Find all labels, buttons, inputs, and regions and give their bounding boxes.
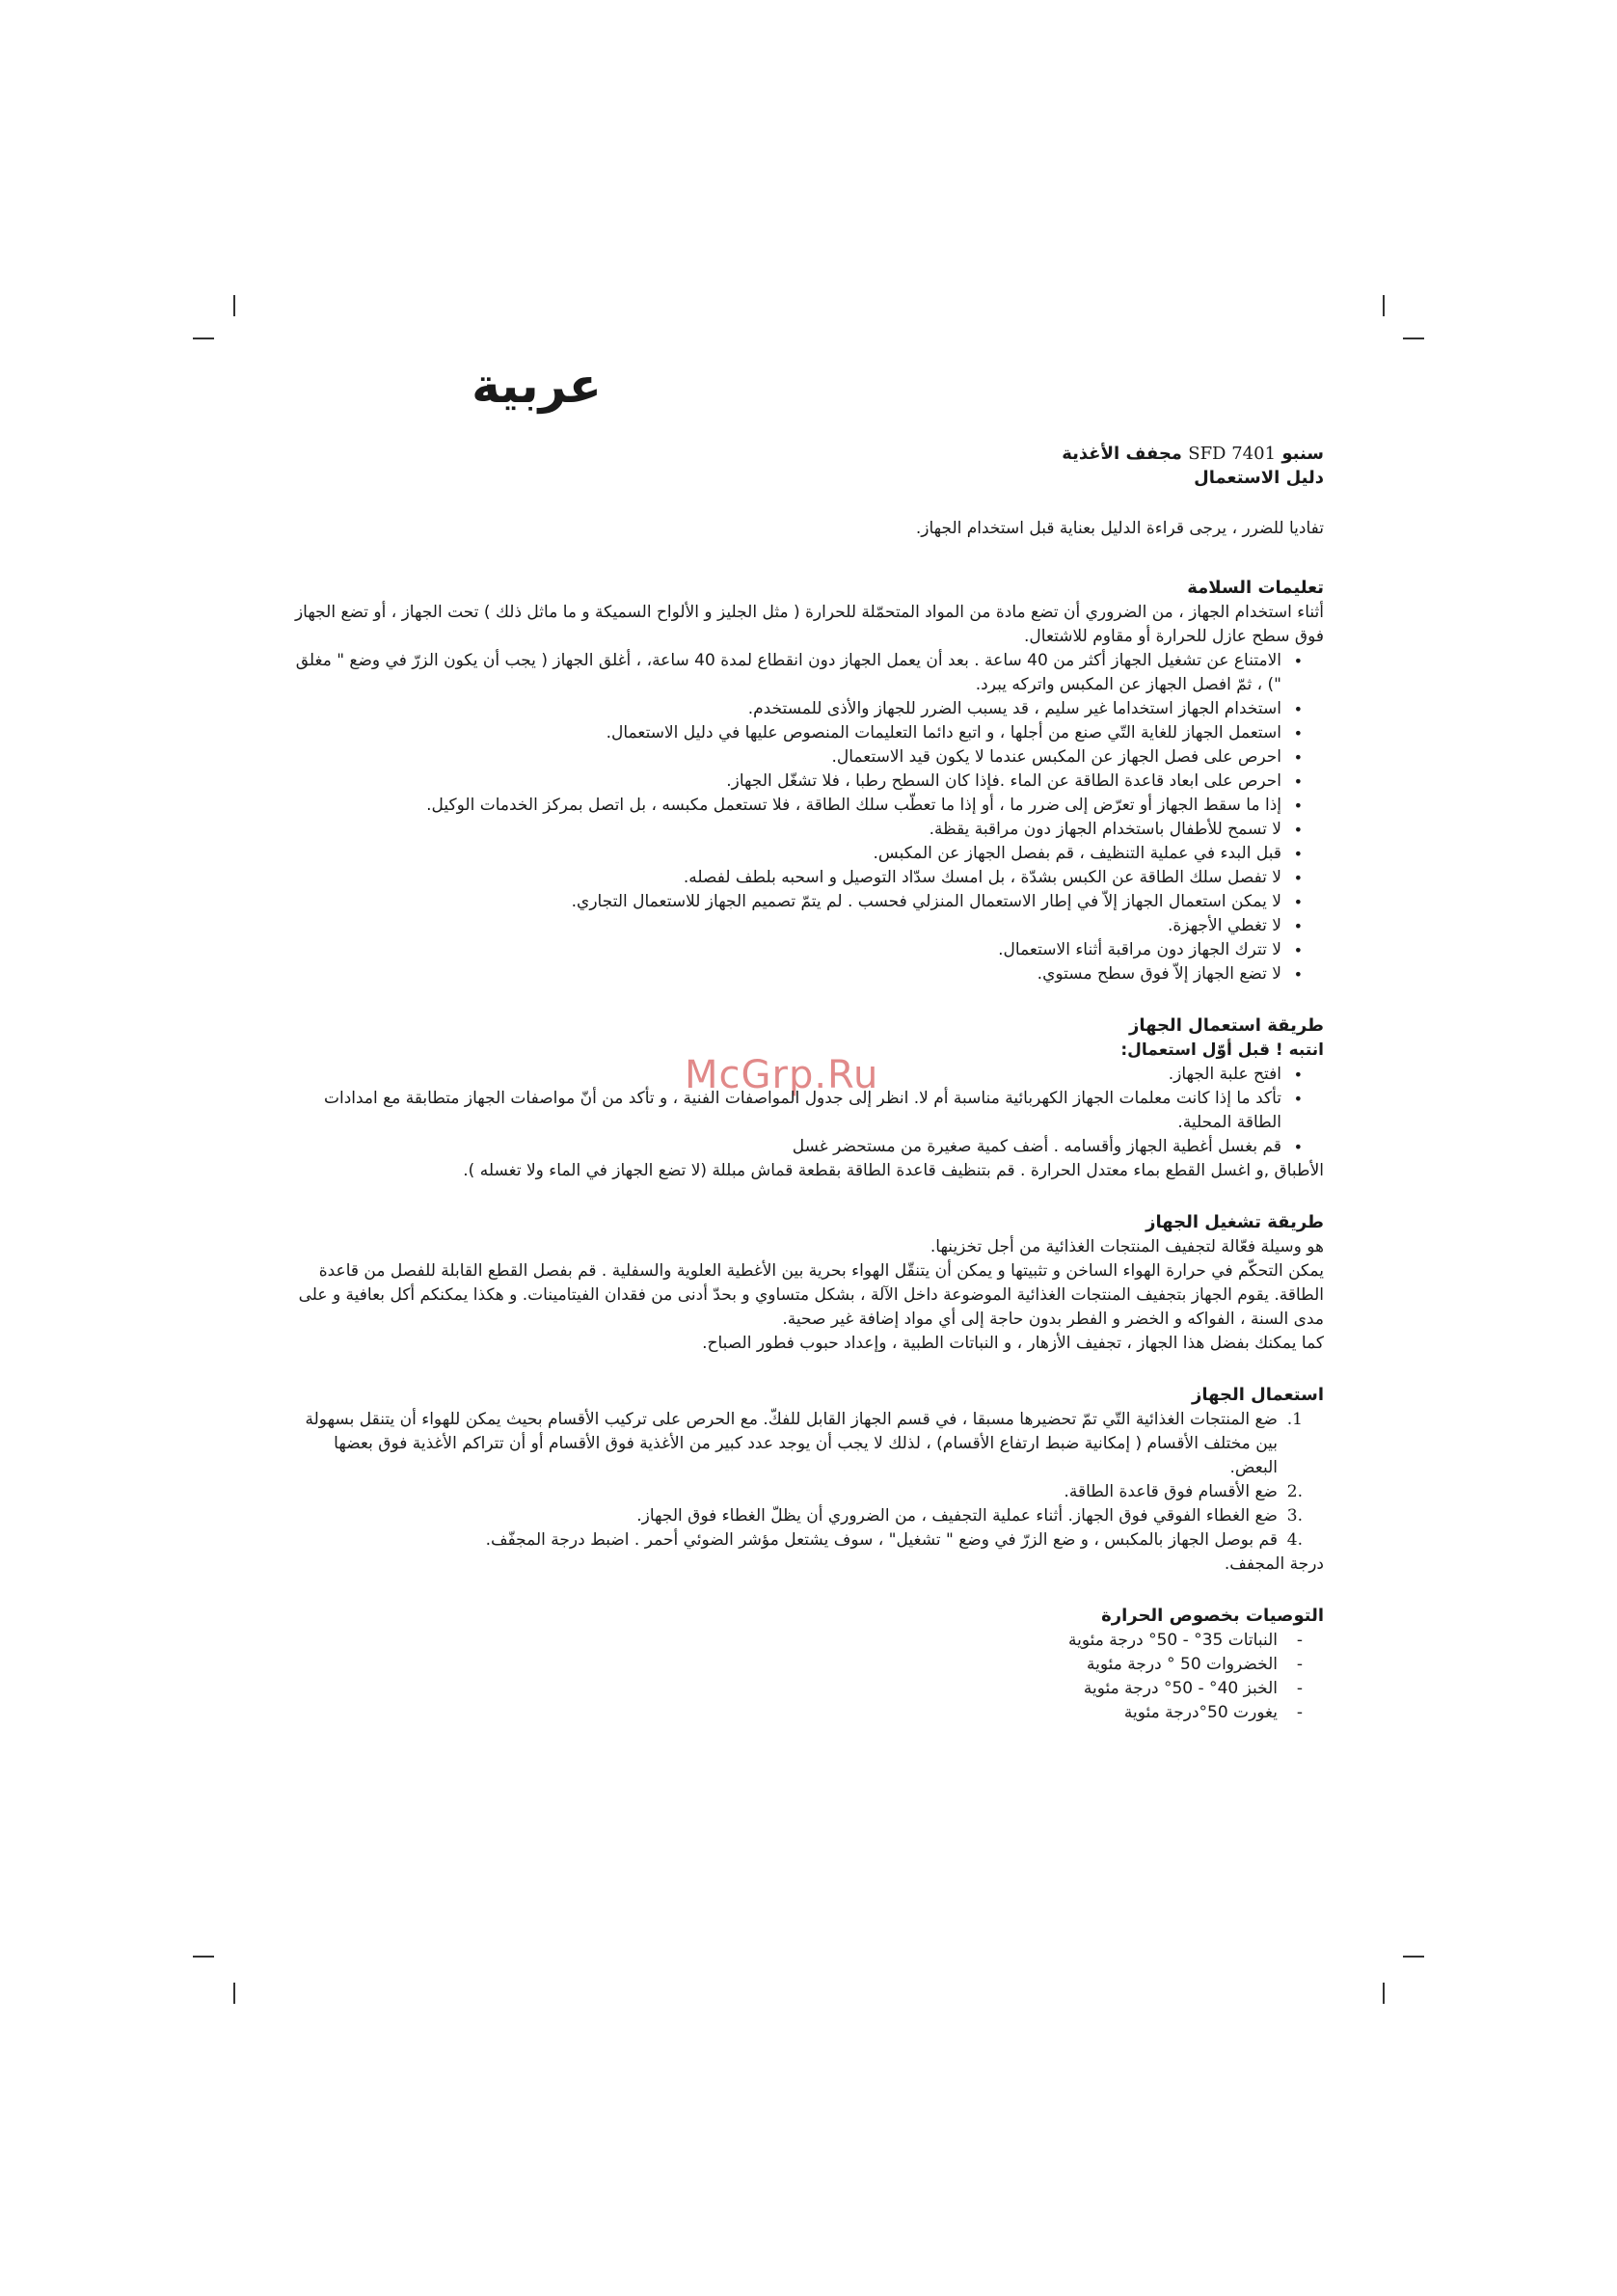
- usage-subheading: انتبه ! قبل أوّل استعمال:: [1120, 1040, 1324, 1060]
- list-item: [289, 1504, 1303, 1528]
- operation-section: [289, 1210, 1324, 1356]
- crop-mark: [1403, 338, 1424, 339]
- step-text: ضع الأقسام فوق قاعدة الطاقة.: [1064, 1482, 1278, 1501]
- manual-subtitle: دليل الاستعمال: [1194, 468, 1324, 488]
- list-item: - الخضروات 50 ° درجة مئوية: [289, 1653, 1303, 1677]
- crop-mark: [233, 295, 235, 316]
- page-title: عربية: [472, 358, 602, 414]
- instructions-continuation: درجة المجفف.: [1224, 1554, 1324, 1574]
- temperatures-list: [289, 1629, 1324, 1725]
- model-number: SFD 7401: [1188, 444, 1277, 464]
- crop-mark: [193, 338, 214, 339]
- instructions-heading: استعمال الجهاز: [1192, 1385, 1324, 1405]
- crop-mark: [1383, 1983, 1385, 2004]
- list-item: - النباتات 35° - 50° درجة مئوية: [289, 1629, 1303, 1653]
- list-item: • احرص على فصل الجهاز عن المكبس عندما لا يكون قيد الاستعمال.: [289, 745, 1303, 770]
- list-item: • استعمل الجهاز للغاية التّي صنع من أجلها ، و اتبع دائما التعليمات المنصوص عليها في دليل الاستعمال.: [289, 721, 1303, 745]
- list-item: [289, 1408, 1303, 1480]
- brand-name: سنبو: [1281, 444, 1324, 464]
- step-text: قم بوصل الجهاز بالمكبس ، و ضع الزرّ في وضع " تشغيل" ، سوف يشتعل مؤشر الضوئي أحمر . اضبط درجة المجفّف.: [485, 1530, 1278, 1550]
- list-item: • استخدام الجهاز استخداما غير سليم ، قد يسبب الضرر للجهاز والأذى للمستخدم.: [289, 697, 1303, 721]
- instructions-section: [289, 1383, 1324, 1577]
- crop-mark: [233, 1983, 235, 2004]
- intro-text: تفاديا للضرر ، يرجى قراءة الدليل بعناية قبل استخدام الجهاز.: [915, 519, 1324, 538]
- step-number: .4: [1286, 1530, 1303, 1550]
- operation-heading: طريقة تشغيل الجهاز: [1145, 1212, 1324, 1232]
- list-item: - الخبز 40° - 50° درجة مئوية: [289, 1677, 1303, 1701]
- list-item: [289, 1480, 1303, 1504]
- list-item: - يغورت 50°درجة مئوية: [289, 1701, 1303, 1725]
- list-item: • افتح علبة الجهاز.: [289, 1063, 1303, 1087]
- list-item: • تأكد ما إذا كانت معلمات الجهاز الكهربائية مناسبة أم لا. انظر إلى جدول المواصفات الفنية ، و تأكد من أنّ مواصفات الجهاز متطابقة مع امدادات الطاقة المحلية.: [289, 1087, 1303, 1135]
- watermark-text: McGrp.Ru: [685, 1053, 879, 1097]
- usage-continuation: الأطباق ,و اغسل القطع بماء معتدل الحرارة . قم بتنظيف قاعدة الطاقة بقطعة قماش مبللة (لا تضع الجهاز في الماء ولا تغسله ).: [463, 1161, 1324, 1180]
- operation-paragraph: كما يمكنك بفضل هذا الجهاز ، تجفيف الأزهار ، و النباتات الطبية ، وإعداد حبوب فطور الصباح.: [702, 1334, 1324, 1353]
- usage-section: [289, 1013, 1324, 1183]
- list-item: • احرص على ابعاد قاعدة الطاقة عن الماء .فإذا كان السطح رطبا ، فلا تشغّل الجهاز.: [289, 770, 1303, 794]
- list-item: • لا تضع الجهاز إلاّ فوق سطح مستوي.: [289, 962, 1303, 986]
- safety-section: [289, 576, 1324, 986]
- step-text: ضع الغطاء الفوقي فوق الجهاز. أثناء عملية التجفيف ، من الضروري أن يظلّ الغطاء فوق الجهاز.: [636, 1506, 1278, 1526]
- list-item: [289, 1528, 1303, 1553]
- product-name: مجفف الأغذية: [1062, 444, 1182, 464]
- list-item: • إذا ما سقط الجهاز أو تعرّض إلى ضرر ما ، أو إذا ما تعطّب سلك الطاقة ، فلا تستعمل مكبسه ، بل اتصل بمركز الخدمات الوكيل.: [289, 794, 1303, 818]
- list-item: • لا تفصل سلك الطاقة عن الكبس بشدّة ، بل امسك سدّاد التوصيل و اسحبه بلطف لفصله.: [289, 866, 1303, 890]
- manual-page: [289, 357, 1324, 1752]
- operation-paragraph: هو وسيلة فعّالة لتجفيف المنتجات الغذائية من أجل تخزينها.: [930, 1237, 1324, 1256]
- crop-mark: [1403, 1956, 1424, 1958]
- list-item: • لا يمكن استعمال الجهاز إلاّ في إطار الاستعمال المنزلي فحسب . لم يتمّ تصميم الجهاز للاستعمال التجاري.: [289, 890, 1303, 914]
- crop-mark: [193, 1956, 214, 1958]
- instructions-list: [289, 1408, 1324, 1553]
- step-text: ضع المنتجات الغذائية التّي تمّ تحضيرها مسبقا ، في قسم الجهاز القابل للفكّ. مع الحرص على تركيب الأقسام بحيث يمكن للهواء أن يتنقل بسهولة بين مختلف الأقسام ( إمكانية ضبط ارتفاع الأقسام) ، لذلك لا يجب أن يوجد عدد كبير من الأغذية فوق الأقسام أو أن تتراكم الأغذية فوق بعضها البعض.: [305, 1410, 1278, 1477]
- safety-list: [289, 649, 1324, 986]
- temperatures-section: [289, 1604, 1324, 1725]
- safety-heading: تعليمات السلامة: [1187, 578, 1324, 598]
- list-item: • قبل البدء في عملية التنظيف ، قم بفصل الجهاز عن المكبس.: [289, 842, 1303, 866]
- list-item: • قم بغسل أغطية الجهاز وأقسامه . أضف كمية صغيرة من مستحضر غسل: [289, 1135, 1303, 1159]
- crop-mark: [1383, 295, 1385, 316]
- step-number: 1.: [1286, 1410, 1303, 1429]
- list-item: • لا تترك الجهاز دون مراقبة أثناء الاستعمال.: [289, 938, 1303, 962]
- step-number: .2: [1286, 1482, 1303, 1501]
- safety-paragraph: أثناء استخدام الجهاز ، من الضروري أن تضع مادة من المواد المتحمّلة للحرارة ( مثل الجليز و الألواح السميكة و ما ماثل ذلك ) تحت الجهاز ، أو تضع الجهاز فوق سطح عازل للحرارة أو مقاوم للاشتعال.: [294, 603, 1324, 646]
- list-item: • لا تغطي الأجهزة.: [289, 914, 1303, 938]
- list-item: • لا تسمح للأطفال باستخدام الجهاز دون مراقبة يقظة.: [289, 818, 1303, 842]
- usage-list: [289, 1063, 1324, 1159]
- usage-heading: طريقة استعمال الجهاز: [1128, 1015, 1324, 1036]
- operation-paragraph: يمكن التحكّم في حرارة الهواء الساخن و تثبيتها و يمكن أن يتنقّل الهواء بحرية بين الأغطية العلوية والسفلية . قم بفصل القطع القابلة للفصل من قاعدة الطاقة. يقوم الجهاز بتجفيف المنتجات الغذائية الموضوعة داخل الآلة ، بشكل متساوي و بحدّ أدنى من فقدان الفيتامينات. و هكذا يمكنكم أكل بعافية و على مدى السنة ، الفواكه و الخضر و الفطر بدون حاجة إلى أي مواد إضافة غير صحية.: [298, 1261, 1324, 1329]
- product-line: [289, 442, 1324, 466]
- step-number: .3: [1286, 1506, 1303, 1526]
- list-item: • الامتناع عن تشغيل الجهاز أكثر من 40 ساعة . بعد أن يعمل الجهاز دون انقطاع لمدة 40 ساعة، ، أغلق الجهاز ( يجب أن يكون الزرّ في وضع " مغلق ") ، ثمّ افصل الجهاز عن المكبس واتركه يبرد.: [289, 649, 1303, 697]
- temperatures-heading: التوصيات بخصوص الحرارة: [1101, 1606, 1324, 1626]
